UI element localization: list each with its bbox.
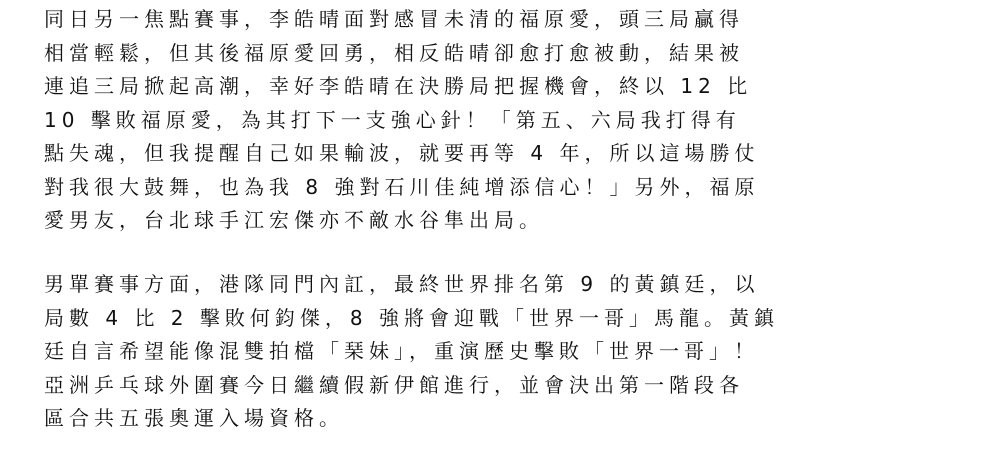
text-line: 廷自言希望能像混雙拍檔「琹妹」，重演歷史擊敗「世界一哥」！	[44, 339, 759, 363]
text-line: 對我很大鼓舞，也為我 8 強對石川佳純增添信心！」另外，福原	[44, 174, 760, 199]
text-line: 男單賽事方面，港隊同門內訌，最終世界排名第 9 的黃鎮廷，以	[44, 272, 760, 296]
text-line: 點失魂，但我提醒自己如果輸波，就要再等 4 年，所以這場勝仗	[44, 141, 760, 165]
paragraph-li-ho-ching-vs-fukuhara	[44, 3, 759, 238]
text-line: 局數 4 比 2 擊敗何鈞傑，8 強將會迎戰「世界一哥」馬龍。黃鎮	[44, 305, 779, 330]
text-line: 同日另一焦點賽事，李皓晴面對感冒未清的福原愛，頭三局贏得	[44, 7, 744, 31]
text-line: 連追三局掀起高潮，幸好李皓晴在決勝局把握機會，終以 12 比	[44, 74, 753, 98]
text-line: 10 擊敗福原愛，為其打下一支強心針！「第五、六局我打得有	[44, 107, 741, 132]
text-line: 相當輕鬆，但其後福原愛回勇，相反皓晴卻愈打愈被動，結果被	[44, 40, 744, 65]
text-line: 亞洲乒乓球外圍賽今日繼續假新伊館進行，並會決出第一階段各	[44, 372, 744, 397]
text-line: 愛男友，台北球手江宏傑亦不敵水谷隼出局。	[44, 208, 544, 232]
paragraph-mens-singles	[44, 268, 779, 436]
text-line: 區合共五張奧運入場資格。	[44, 406, 344, 430]
